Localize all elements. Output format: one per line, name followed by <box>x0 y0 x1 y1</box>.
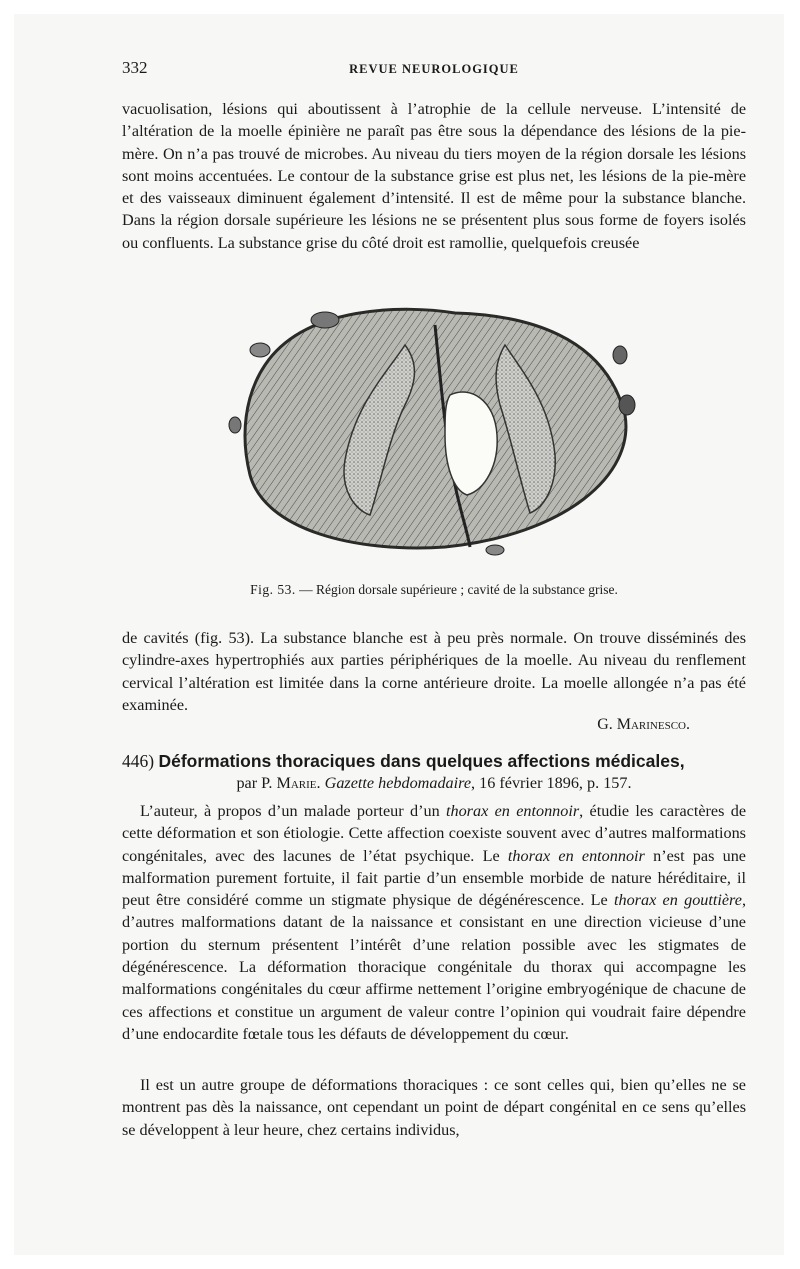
page-number: 332 <box>122 58 148 77</box>
body-paragraph-2 <box>122 627 746 716</box>
paragraph-text: L’auteur, à propos d’un malade porteur d’un thorax en entonnoir, étudie les caractères de cette déformation et son étiologie. Cette affection coexiste souvent avec d’autres malformations congénitales, avec des lacunes de l’état psychique. Le thorax en entonnoir n’est pas une malformation purement fortuite, il fait partie d’un ensemble morbide de nature héréditaire, il peut être considéré comme un stigmate physique de dégénérescence. Le thorax en gouttière, d’autres malformations datant de la naissance et consistant en une direction vicieuse d’une portion du sternum présentent l’intérêt d’une relation possible avec les stigmates de dégénérescence. La déformation thoracique congénitale du thorax qui accompagne les malformations congénitales du cœur affirme nettement l’origine embryogénique de chacune de ces affections et constitue un argument de valeur contre l’opinion qui voudrait faire dépendre d’une endocardite fœtale tous les défauts de développement du cœur. <box>122 802 747 1043</box>
body-paragraph-4 <box>122 1074 746 1141</box>
body-paragraph-1 <box>122 98 746 254</box>
spinal-cord-section-illustration <box>205 285 645 570</box>
vessel-spot <box>229 417 241 433</box>
vessel-spot <box>311 312 339 328</box>
byline-date: , 16 février 1896, p. 157. <box>471 774 632 792</box>
figure-label: Fig. 53. <box>250 582 296 597</box>
article-byline <box>122 774 746 793</box>
emphasis-term: thorax en gouttière <box>614 891 742 910</box>
running-header <box>122 58 746 80</box>
journal-title: REVUE NEUROLOGIQUE <box>349 62 519 76</box>
vessel-spot <box>613 346 627 364</box>
vessel-spot <box>486 545 504 555</box>
emphasis-term: thorax en entonnoir <box>446 802 580 820</box>
byline-author: Marie <box>276 774 317 792</box>
byline-separator: . <box>316 774 325 792</box>
article-heading <box>122 751 746 772</box>
spinal-cord-figure <box>205 285 645 570</box>
byline-prefix: par P. <box>236 774 277 792</box>
article-title: Déformations thoraciques dans quelques affections médicales, <box>158 751 685 771</box>
byline-journal: Gazette hebdomadaire <box>324 774 472 792</box>
figure-caption <box>122 582 746 598</box>
paragraph-text: Il est un autre groupe de déformations thoraciques : ce sont celles qui, bien qu’elles ne se montrent pas dès la naissance, ont cependant un point de départ congénital en ce sens qu’elles se développent à leur heure, chez certains individus, <box>122 1076 746 1139</box>
article-number: 446) <box>122 751 155 771</box>
vessel-spot <box>619 395 635 415</box>
author-signature: G. Marinesco. <box>597 716 690 733</box>
vessel-spot <box>250 343 270 357</box>
figure-caption-text: — Région dorsale supérieure ; cavité de la substance grise. <box>295 582 618 597</box>
body-paragraph-3 <box>122 800 746 1045</box>
emphasis-term: thorax en entonnoir <box>507 846 645 865</box>
paragraph-text: vacuolisation, lésions qui aboutissent à l’atrophie de la cellule nerveuse. L’intensité de l’altération de la moelle épinière ne paraît pas être sous la dépendance des lésions de la pie-mère. On n’a pas trouvé de microbes. Au niveau du tiers moyen de la région dorsale les lésions sont moins accentuées. Le contour de la substance grise est plus net, les lésions de la pie-mère et des vaisseaux diminuent également d’intensité. Il est de même pour la substance blanche. Dans la région dorsale supérieure les lésions ne se présentent plus sous forme de foyers isolés ou confluents. La substance grise du côté droit est ramollie, quelquefois creusée <box>122 100 746 252</box>
paragraph-text: de cavités (fig. 53). La substance blanche est à peu près normale. On trouve disséminés des cylindre-axes hypertrophiés aux parties périphériques de la moelle. Au niveau du renflement cervical l’altération est limitée dans la corne antérieure droite. La moelle allongée n’a pas été examinée. <box>122 629 746 714</box>
